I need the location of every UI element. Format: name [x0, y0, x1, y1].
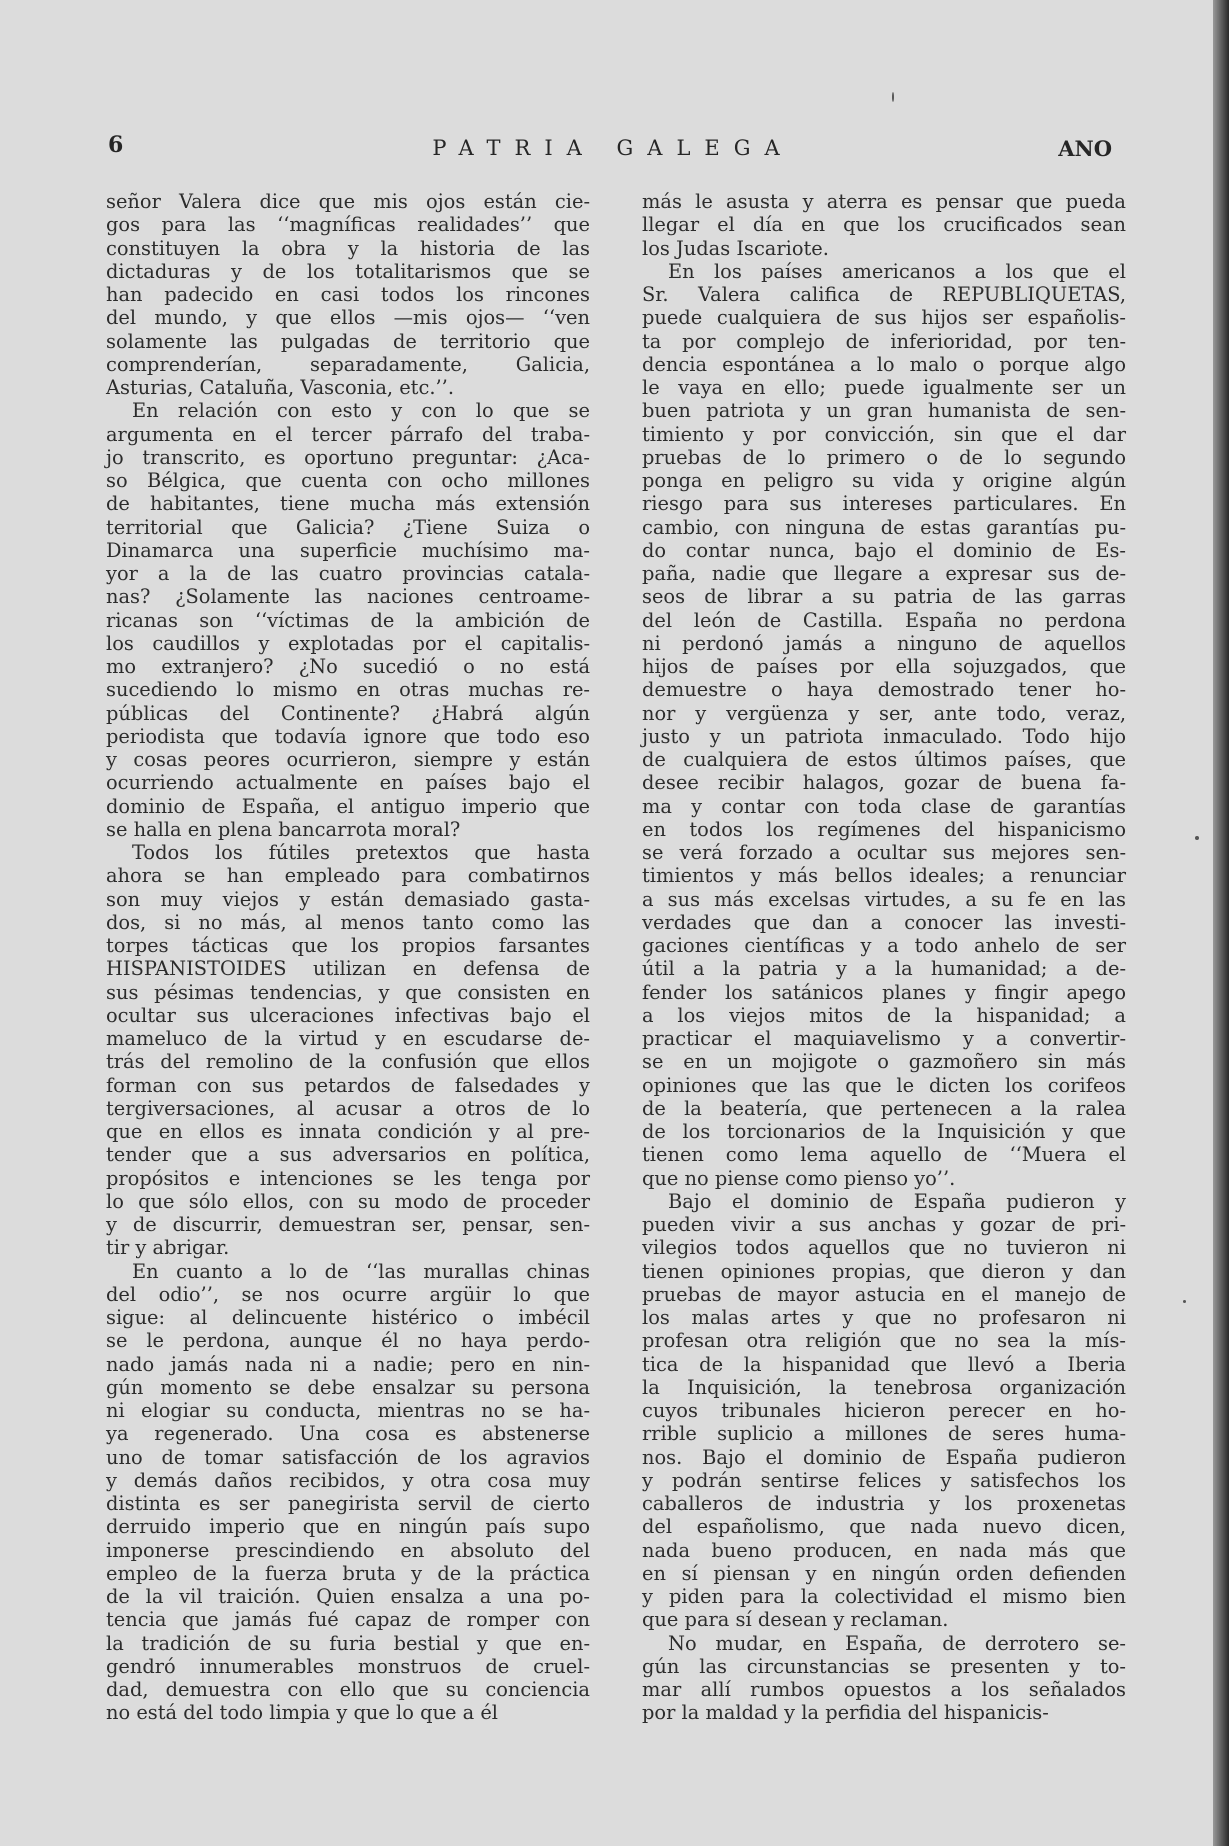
text-line: de la beatería, que pertenecen a la ralea — [642, 1096, 1126, 1120]
print-speck — [1183, 1300, 1186, 1303]
text-line: justo y un patriota inmaculado. Todo hijo — [642, 724, 1126, 748]
text-line: territorial que Galicia? ¿Tiene Suiza o — [106, 515, 590, 539]
text-line: En relación con esto y con lo que se — [132, 399, 590, 423]
text-line: rrible suplicio a millones de seres huma- — [642, 1422, 1126, 1446]
header-section-word: ANO — [1058, 136, 1112, 161]
text-line: tir y abrigar. — [106, 1236, 230, 1260]
text-line: comprenderían, separadamente, Galicia, — [106, 352, 590, 376]
text-line: desee recibir halagos, gozar de buena fa- — [642, 771, 1126, 795]
text-line: y de discurrir, demuestran ser, pensar, sen- — [106, 1213, 590, 1236]
text-line: los malas artes y que no profesaron ni — [642, 1306, 1126, 1329]
text-line: en todos los regímenes del hispanicismo — [642, 817, 1126, 841]
text-line: de la vil traición. Quien ensalza a una po- — [106, 1585, 590, 1608]
print-speck — [1195, 836, 1199, 840]
text-line: vilegios todos aquellos que no tuvieron ni — [642, 1236, 1126, 1260]
text-line: cuyos tribunales hicieron perecer en ho- — [642, 1399, 1126, 1422]
text-line: mo extranjero? ¿No sucedió o no está — [106, 655, 590, 678]
text-line: profesan otra religión que no sea la mís- — [642, 1329, 1126, 1353]
text-line: Bajo el dominio de España pudieron y — [668, 1189, 1126, 1213]
text-line: ricanas son ‘‘víctimas de la ambición de — [106, 608, 590, 632]
text-line: le vaya en ello; puede igualmente ser un — [642, 376, 1126, 399]
text-line: y cosas peores ocurrieron, siempre y están — [106, 748, 590, 771]
text-line: constituyen la obra y la historia de las — [106, 236, 590, 260]
text-line: ma y contar con toda clase de garantías — [642, 794, 1126, 818]
text-line: nas? ¿Solamente las naciones centroame- — [106, 585, 590, 609]
text-line: propósitos e intenciones se les tenga por — [106, 1166, 590, 1190]
text-line: gos para las ‘‘magníficas realidades’’ que — [106, 213, 590, 237]
text-line: imponerse prescindiendo en absoluto del — [106, 1538, 590, 1562]
text-line: opiniones que las que le dicten los corifeos — [642, 1073, 1126, 1097]
text-line: argumenta en el tercer párrafo del traba- — [106, 422, 590, 446]
text-line: que para sí desean y reclaman. — [642, 1608, 949, 1632]
text-line: se en un mojigote o gazmoñero sin más — [642, 1050, 1126, 1074]
text-line: practicar el maquiavelismo y a convertir- — [642, 1027, 1126, 1050]
text-line: verdades que dan a conocer las investi- — [642, 910, 1126, 934]
text-line: mameluco de la virtud y en escudarse de- — [106, 1027, 590, 1050]
text-line: sucediendo lo mismo en otras muchas re- — [106, 678, 590, 702]
text-line: puede cualquiera de sus hijos ser españolis- — [642, 306, 1126, 330]
text-line: cambio, con ninguna de estas garantías pu- — [642, 515, 1126, 539]
text-line: sus pésimas tendencias, y que consisten en — [106, 980, 590, 1004]
text-line: y podrán sentirse felices y satisfechos los — [642, 1468, 1126, 1492]
text-line: trás del remolino de la confusión que ellos — [106, 1050, 590, 1074]
text-line: y piden para la colectividad el mismo bien — [642, 1585, 1126, 1608]
text-line: fender los satánicos planes y fingir apego — [642, 980, 1126, 1004]
text-line: mar allí rumbos opuestos a los señalados — [642, 1678, 1126, 1701]
text-line: llegar el día en que los crucificados sean — [642, 213, 1126, 237]
text-line: gún las circunstancias se presenten y to- — [642, 1654, 1126, 1678]
text-line: lo que sólo ellos, con su modo de proceder — [106, 1189, 590, 1213]
text-line: dominio de España, el antiguo imperio que — [106, 794, 590, 818]
text-line: del españolismo, que nada nuevo dicen, — [642, 1515, 1126, 1539]
text-line: Sr. Valera califica de REPUBLIQUETAS, — [642, 283, 1126, 306]
text-line: ponga en peligro su vida y origine algún — [642, 469, 1126, 492]
text-line: timientos y más bellos ideales; a renunciar — [642, 864, 1126, 888]
text-line: no está del todo limpia y que lo que a él — [106, 1701, 499, 1725]
text-line: jo transcrito, es oportuno preguntar: ¿Aca- — [106, 445, 590, 469]
text-line: riesgo para sus intereses particulares. En — [642, 492, 1126, 516]
text-line: torpes tácticas que los propios farsantes — [106, 934, 590, 957]
text-line: se le perdona, aunque él no haya perdo- — [106, 1329, 590, 1353]
text-line: ocultar sus ulceraciones infectivas bajo el — [106, 1003, 590, 1027]
text-line: nado jamás nada ni a nadie; pero en nin- — [106, 1352, 590, 1376]
text-line: dencia espontánea a lo malo o porque algo — [642, 352, 1126, 376]
text-line: han padecido en casi todos los rincones — [106, 283, 590, 306]
text-line: pruebas de mayor astucia en el manejo de — [642, 1282, 1126, 1306]
text-line: yor a la de las cuatro provincias catala- — [106, 562, 590, 585]
text-line: más le asusta y aterra es pensar que pueda — [642, 190, 1126, 213]
text-line: No mudar, en España, de derrotero se- — [668, 1631, 1126, 1655]
text-line: demuestre o haya demostrado tener ho- — [642, 678, 1126, 702]
text-line: timiento y por convicción, sin que el dar — [642, 422, 1126, 446]
text-line: y demás daños recibidos, y otra cosa muy — [106, 1468, 590, 1492]
text-line: tienen como lema aquello de ‘‘Muera el — [642, 1143, 1126, 1167]
text-line: caballeros de industria y los proxenetas — [642, 1492, 1126, 1515]
text-line: que en ellos es innata condición y al pre- — [106, 1120, 590, 1143]
text-line: seos de librar a su patria de las garras — [642, 585, 1126, 609]
text-line: de los torcionarios de la Inquisición y que — [642, 1120, 1126, 1143]
text-line: ya regenerado. Una cosa es abstenerse — [106, 1422, 590, 1446]
text-line: que no piense como pienso yo’’. — [642, 1166, 956, 1190]
text-line: ahora se han empleado para combatirnos — [106, 864, 590, 888]
text-line: pueden vivir a sus anchas y gozar de pri- — [642, 1213, 1126, 1236]
text-line: se verá forzado a ocultar sus mejores sen- — [642, 841, 1126, 864]
text-line: tencia que jamás fué capaz de romper con — [106, 1608, 590, 1632]
text-line: buen patriota y un gran humanista de sen- — [642, 399, 1126, 423]
text-column-right — [642, 190, 1126, 1725]
text-line: del odio’’, se nos ocurre argüir lo que — [106, 1282, 590, 1306]
text-line: empleo de la fuerza bruta y de la práctica — [106, 1561, 590, 1585]
publication-title: PATRIA GALEGA — [432, 136, 794, 160]
page-edge-shadow — [1213, 0, 1229, 1846]
text-line: los Judas Iscariote. — [642, 236, 829, 260]
text-line: del mundo, y que ellos —mis ojos— ‘‘ven — [106, 306, 590, 330]
text-line: periodista que todavía ignore que todo eso — [106, 724, 590, 748]
text-line: dos, si no más, al menos tanto como las — [106, 910, 590, 934]
text-line: tienen opiniones propias, que dieron y dan — [642, 1259, 1126, 1283]
text-line: hijos de países por ella sojuzgados, que — [642, 655, 1126, 678]
text-line: a sus más excelsas virtudes, a su fe en las — [642, 887, 1126, 911]
text-line: en sí piensan y en ningún orden defienden — [642, 1561, 1126, 1585]
text-line: ni perdonó jamás a ninguno de aquellos — [642, 631, 1126, 655]
text-line: so Bélgica, que cuenta con ocho millones — [106, 469, 590, 492]
text-line: de habitantes, tiene mucha más extensión — [106, 492, 590, 516]
text-line: se halla en plena bancarrota moral? — [106, 817, 461, 841]
text-line: dictaduras y de los totalitarismos que se — [106, 259, 590, 283]
text-line: En los países americanos a los que el — [668, 259, 1126, 283]
text-line: del león de Castilla. España no perdona — [642, 608, 1126, 632]
print-speck — [892, 92, 894, 102]
text-line: paña, nadie que llegare a expresar sus de- — [642, 562, 1126, 585]
text-line: Asturias, Cataluña, Vasconia, etc.’’. — [106, 376, 454, 399]
text-line: por la maldad y la perfidia del hispanicis- — [642, 1701, 1049, 1725]
text-line: señor Valera dice que mis ojos están cie- — [106, 190, 590, 213]
text-line: la tradición de su furia bestial y que en- — [106, 1631, 590, 1655]
text-line: ocurriendo actualmente en países bajo el — [106, 771, 590, 795]
text-line: tergiversaciones, al acusar a otros de lo — [106, 1096, 590, 1120]
text-line: útil a la patria y a la humanidad; a de- — [642, 957, 1126, 981]
text-line: de cualquiera de estos últimos países, que — [642, 748, 1126, 771]
text-line: la Inquisición, la tenebrosa organización — [642, 1375, 1126, 1399]
text-line: pruebas de lo primero o de lo segundo — [642, 445, 1126, 469]
text-line: En cuanto a lo de ‘‘las murallas chinas — [132, 1259, 590, 1283]
text-line: distinta es ser panegirista servil de cierto — [106, 1492, 590, 1515]
text-line: ta por complejo de inferioridad, por ten- — [642, 329, 1126, 353]
text-line: HISPANISTOIDES utilizan en defensa de — [106, 957, 590, 981]
text-line: forman con sus petardos de falsedades y — [106, 1073, 590, 1097]
text-line: do contar nunca, bajo el dominio de Es- — [642, 538, 1126, 562]
text-line: nos. Bajo el dominio de España pudieron — [642, 1445, 1126, 1469]
text-line: gendró innumerables monstruos de cruel- — [106, 1654, 590, 1678]
text-line: nor y vergüenza y ser, ante todo, veraz, — [642, 701, 1126, 725]
text-line: gaciones científicas y a todo anhelo de ser — [642, 934, 1126, 957]
text-line: sigue: al delincuente histérico o imbécil — [106, 1306, 590, 1329]
text-line: a los viejos mitos de la hispanidad; a — [642, 1003, 1126, 1027]
text-line: públicas del Continente? ¿Habrá algún — [106, 701, 590, 725]
text-line: derruido imperio que en ningún país supo — [106, 1515, 590, 1539]
page-header — [100, 132, 1112, 172]
text-line: son muy viejos y están demasiado gasta- — [106, 887, 590, 911]
text-line: tender que a sus adversarios en política, — [106, 1143, 590, 1167]
page-number: 6 — [108, 132, 124, 158]
text-line: los caudillos y explotadas por el capitalis- — [106, 631, 590, 655]
text-line: Todos los fútiles pretextos que hasta — [132, 841, 590, 864]
text-line: Dinamarca una superficie muchísimo ma- — [106, 538, 590, 562]
text-line: dad, demuestra con ello que su conciencia — [106, 1678, 590, 1701]
text-line: solamente las pulgadas de territorio que — [106, 329, 590, 353]
text-column-left — [106, 190, 590, 1725]
text-line: gún momento se debe ensalzar su persona — [106, 1375, 590, 1399]
text-line: ni elogiar su conducta, mientras no se ha- — [106, 1399, 590, 1422]
text-line: nada bueno producen, en nada más que — [642, 1538, 1126, 1562]
text-line: tica de la hispanidad que llevó a Iberia — [642, 1352, 1126, 1376]
text-line: uno de tomar satisfacción de los agravios — [106, 1445, 590, 1469]
